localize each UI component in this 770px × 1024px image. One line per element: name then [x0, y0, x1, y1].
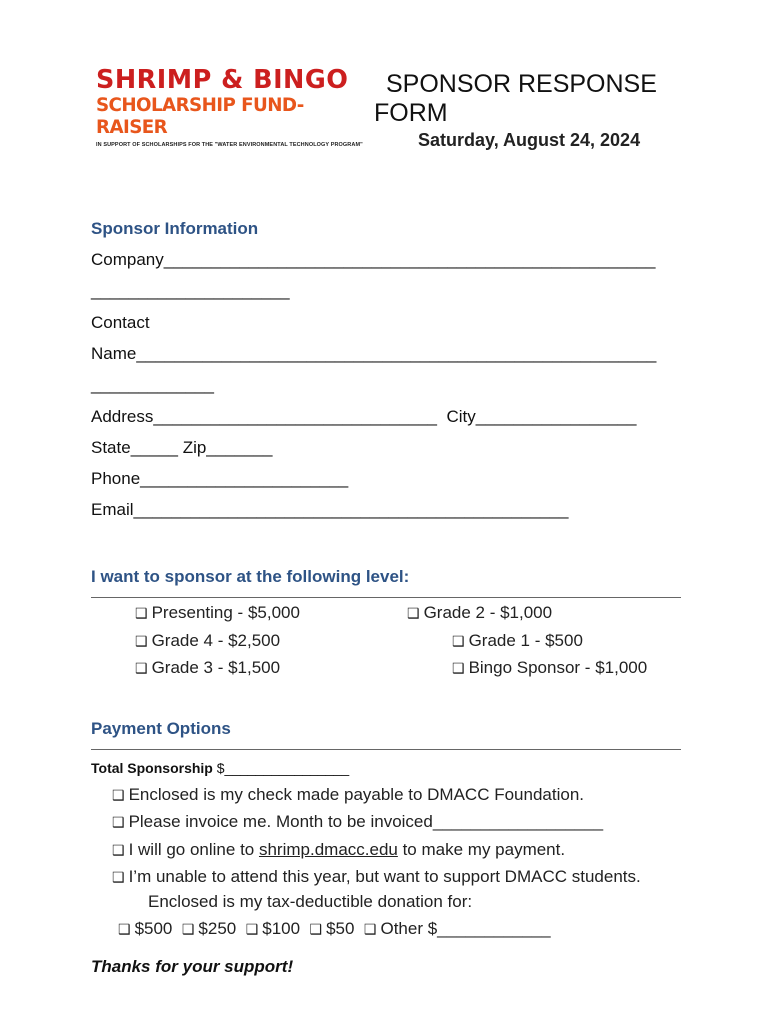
sponsor-info-heading: Sponsor Information: [91, 219, 259, 238]
divider: [91, 749, 681, 750]
sponsor-level-heading: I want to sponsor at the following level:: [91, 567, 410, 586]
level-option-grade-2[interactable]: ❑ Grade 2 - $1,000: [407, 603, 553, 622]
logo-title: SHRIMP & BINGO: [96, 65, 349, 95]
address-city-field[interactable]: Address______________________________ City_________________: [91, 407, 637, 426]
form-title: SPONSOR RESPONSE FORM: [374, 70, 657, 127]
thank-you-note: Thanks for your support!: [91, 957, 294, 976]
payment-option-donation[interactable]: ❑ I’m unable to attend this year, but want to support DMACC students.: [112, 867, 641, 886]
level-option-grade-4[interactable]: ❑ Grade 4 - $2,500: [135, 631, 281, 650]
phone-field[interactable]: Phone______________________: [91, 469, 349, 488]
checkbox-icon[interactable]: ❑: [112, 842, 125, 858]
company-field[interactable]: Company____________________________________________________: [91, 250, 656, 269]
donation-option-50[interactable]: ❑ $50: [309, 919, 355, 938]
payment-option-invoice[interactable]: ❑ Please invoice me. Month to be invoiced__________________: [112, 812, 604, 831]
checkbox-icon[interactable]: ❑: [452, 660, 465, 676]
divider: [91, 597, 681, 598]
checkbox-icon[interactable]: ❑: [112, 787, 125, 803]
event-date: Saturday, August 24, 2024: [418, 130, 641, 150]
total-sponsorship-field[interactable]: Total Sponsorship $________________: [91, 760, 350, 776]
payment-website-link[interactable]: shrimp.dmacc.edu: [258, 840, 398, 859]
payment-option-check[interactable]: ❑ Enclosed is my check made payable to DMACC Foundation.: [112, 785, 585, 804]
checkbox-icon[interactable]: ❑: [112, 814, 125, 830]
checkbox-icon[interactable]: ❑: [112, 869, 125, 885]
donation-option-other[interactable]: ❑ Other $____________: [363, 919, 551, 938]
state-zip-field[interactable]: State_____ Zip_______: [91, 438, 273, 457]
checkbox-icon[interactable]: ❑: [452, 633, 465, 649]
event-logo: [96, 65, 363, 148]
logo-subtitle: SCHOLARSHIP FUND-RAISER: [96, 94, 304, 138]
contact-label: Contact: [91, 313, 150, 332]
company-field-continued[interactable]: _____________________: [91, 281, 290, 300]
contact-name-field[interactable]: Name_______________________________________________________: [91, 344, 657, 363]
checkbox-icon[interactable]: ❑: [363, 921, 377, 937]
checkbox-icon[interactable]: ❑: [309, 921, 323, 937]
level-option-bingo[interactable]: ❑ Bingo Sponsor - $1,000: [452, 658, 648, 677]
checkbox-icon[interactable]: ❑: [118, 921, 131, 937]
email-field[interactable]: Email______________________________________________: [91, 500, 569, 519]
donation-amounts: [118, 919, 551, 939]
payment-option-online[interactable]: ❑ I will go online to shrimp.dmacc.edu to make my payment.: [112, 840, 566, 859]
checkbox-icon[interactable]: ❑: [135, 633, 148, 649]
checkbox-icon[interactable]: ❑: [135, 605, 148, 621]
donation-option-250[interactable]: ❑ $250: [181, 919, 237, 938]
checkbox-icon[interactable]: ❑: [407, 605, 420, 621]
level-option-grade-3[interactable]: ❑ Grade 3 - $1,500: [135, 658, 281, 677]
checkbox-icon[interactable]: ❑: [135, 660, 148, 676]
donation-option-500[interactable]: ❑ $500: [118, 919, 173, 938]
checkbox-icon[interactable]: ❑: [245, 921, 259, 937]
checkbox-icon[interactable]: ❑: [181, 921, 195, 937]
donation-option-100[interactable]: ❑ $100: [245, 919, 301, 938]
contact-name-field-continued[interactable]: _____________: [91, 375, 214, 394]
logo-tagline: IN SUPPORT OF SCHOLARSHIPS FOR THE "WATER ENVIRONMENTAL TECHNOLOGY PROGRAM": [96, 142, 363, 148]
donation-description: Enclosed is my tax-deductible donation for:: [148, 892, 473, 911]
level-option-presenting[interactable]: ❑ Presenting - $5,000: [135, 603, 300, 622]
level-option-grade-1[interactable]: ❑ Grade 1 - $500: [452, 631, 583, 650]
payment-options-heading: Payment Options: [91, 719, 231, 738]
